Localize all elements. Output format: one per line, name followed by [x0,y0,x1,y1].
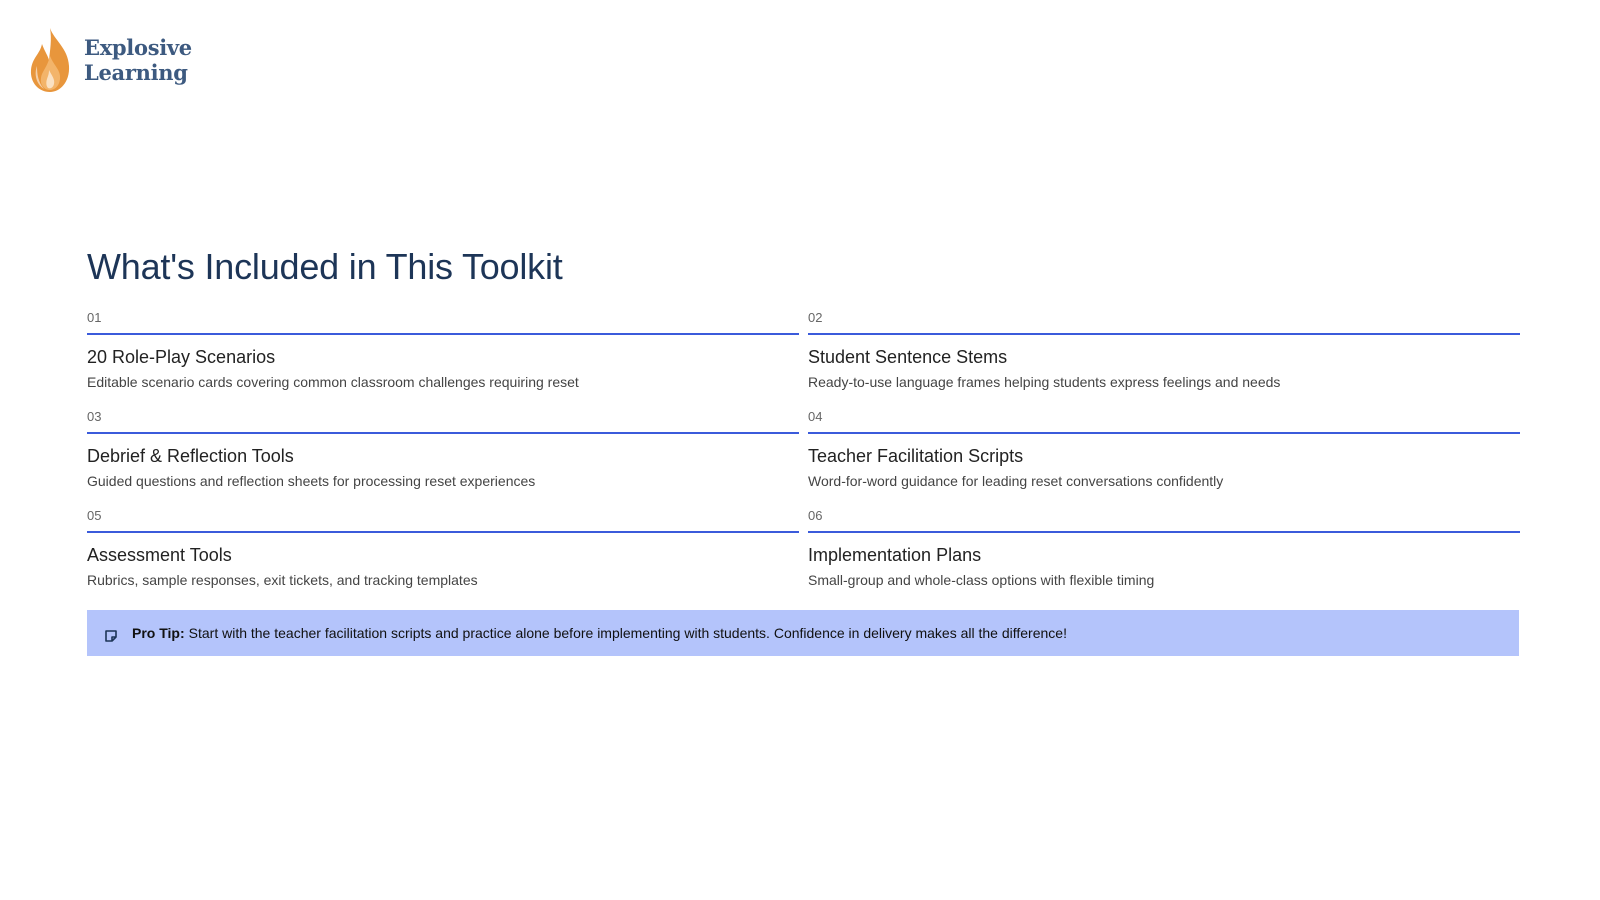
item-description: Word-for-word guidance for leading reset conversations confidently [808,473,1224,489]
pro-tip-callout [87,610,1519,656]
item-description: Ready-to-use language frames helping students express feelings and needs [808,374,1281,390]
item-description: Editable scenario cards covering common classroom challenges requiring reset [87,374,579,390]
item-number: 06 [808,508,823,523]
item-title: 20 Role-Play Scenarios [87,347,276,367]
item-description: Rubrics, sample responses, exit tickets, and tracking templates [87,572,478,588]
toolkit-item-03 [87,409,799,508]
pro-tip-label: Pro Tip: [132,625,185,641]
note-icon [104,629,118,643]
item-title: Teacher Facilitation Scripts [808,446,1024,466]
toolkit-item-04 [808,409,1520,508]
toolkit-item-06 [808,508,1520,607]
item-divider [808,333,1520,335]
item-divider [87,333,799,335]
item-title: Student Sentence Stems [808,347,1008,367]
item-number: 04 [808,409,823,424]
toolkit-item-02 [808,310,1520,409]
pro-tip-body: Start with the teacher facilitation scripts and practice alone before implementing with students. Confidence in delivery makes all the difference! [188,625,1067,641]
brand-line-1: Explosive [84,35,192,60]
item-divider [87,432,799,434]
brand-name [84,35,192,85]
item-number: 03 [87,409,102,424]
toolkit-items [87,310,1519,607]
item-number: 05 [87,508,102,523]
item-description: Guided questions and reflection sheets for processing reset experiences [87,473,536,489]
item-divider [87,531,799,533]
brand-logo [28,26,192,94]
toolkit-item-01 [87,310,799,409]
item-title: Assessment Tools [87,545,232,565]
flame-icon [28,26,72,94]
item-divider [808,432,1520,434]
page-title: What's Included in This Toolkit [87,246,563,287]
toolkit-item-05 [87,508,799,607]
item-number: 02 [808,310,823,325]
brand-line-2: Learning [84,60,188,85]
pro-tip-text [132,625,1067,641]
item-divider [808,531,1520,533]
item-title: Debrief & Reflection Tools [87,446,294,466]
item-description: Small-group and whole-class options with flexible timing [808,572,1155,588]
item-number: 01 [87,310,102,325]
item-title: Implementation Plans [808,545,982,565]
